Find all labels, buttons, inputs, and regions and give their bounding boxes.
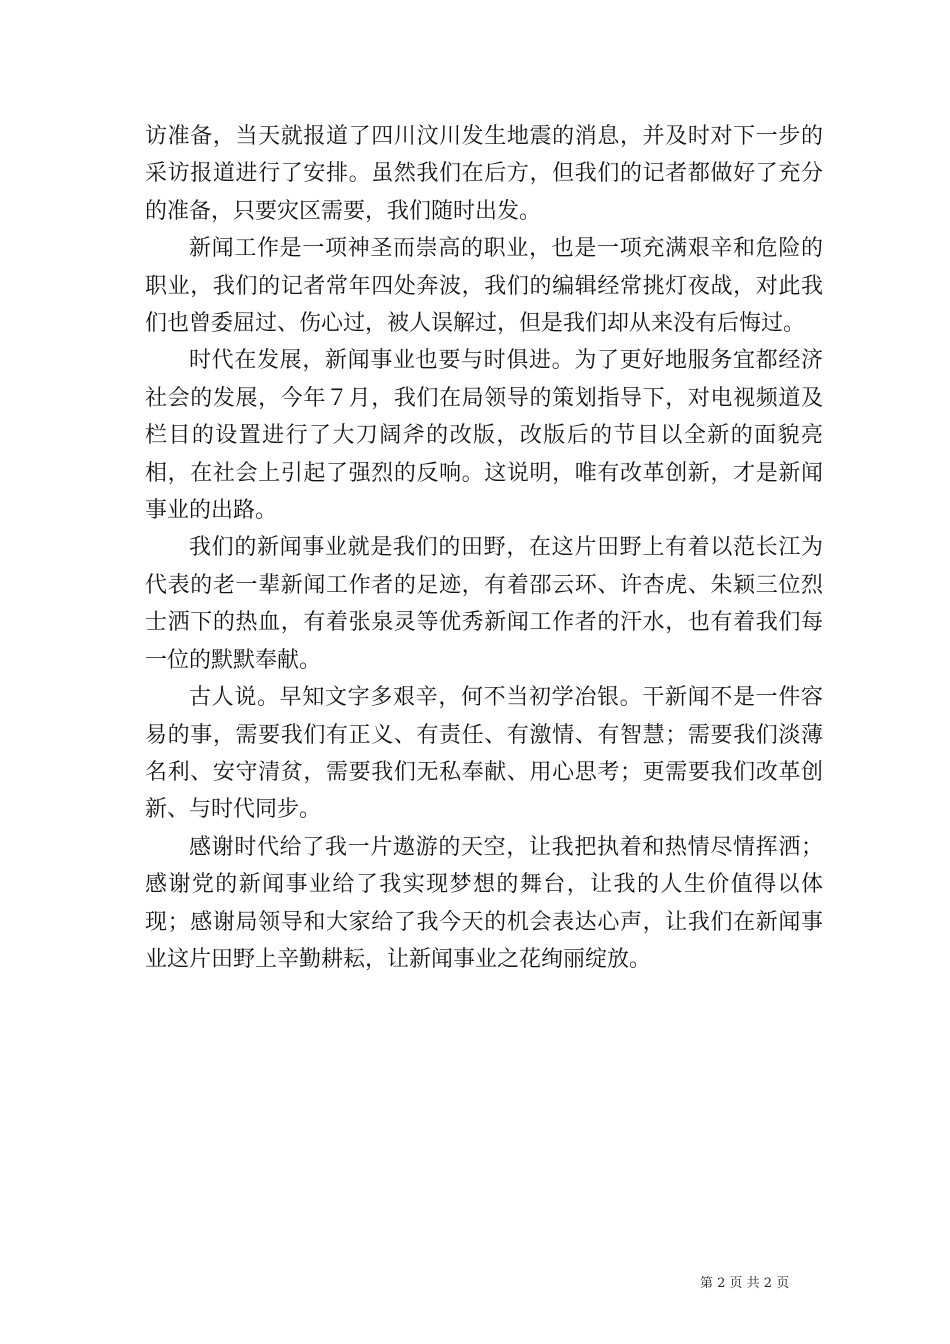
paragraph-news-work: 新闻工作是一项神圣而崇高的职业，也是一项充满艰辛和危险的职业，我们的记者常年四处奔波，我们的编辑经常挑灯夜战，对此我们也曾委屈过、伤心过，被人误解过，但是我们却从来没有后悔过。 — [145, 236, 823, 337]
paragraph-ancient-saying: 古人说。早知文字多艰辛，何不当初学冶银。干新闻不是一件容易的事，需要我们有正义、有责任、有激情、有智慧；需要我们淡薄名利、安守清贫，需要我们无私奉献、用心思考；更需要我们改革创新、与时代同步。 — [145, 685, 823, 823]
paragraph-times-development: 时代在发展，新闻事业也要与时俱进。为了更好地服务宜都经济社会的发展，今年７月，我们在局领导的策划指导下，对电视频道及栏目的设置进行了大刀阔斧的改版，改版后的节目以全新的面貌亮相，在社会上引起了强烈的反响。这说明，唯有改革创新，才是新闻事业的出路。 — [145, 348, 823, 524]
page-number-footer: 第 2 页 共 2 页 — [700, 1276, 790, 1291]
paragraph-thanks: 感谢时代给了我一片遨游的天空，让我把执着和热情尽情挥洒；感谢党的新闻事业给了我实现梦想的舞台，让我的人生价值得以体现；感谢局领导和大家给了我今天的机会表达心声，让我们在新闻事业这片田野上辛勤耕耘，让新闻事业之花绚丽绽放。 — [145, 834, 823, 972]
document-body — [145, 118, 823, 978]
paragraph-news-field: 我们的新闻事业就是我们的田野，在这片田野上有着以范长江为代表的老一辈新闻工作者的足迹，有着邵云环、许杏虎、朱颖三位烈士洒下的热血，有着张泉灵等优秀新闻工作者的汗水，也有着我们每一位的默默奉献。 — [145, 535, 823, 673]
paragraph-continuation: 访准备，当天就报道了四川汶川发生地震的消息，并及时对下一步的采访报道进行了安排。虽然我们在后方，但我们的记者都做好了充分的准备，只要灾区需要，我们随时出发。 — [145, 124, 823, 224]
